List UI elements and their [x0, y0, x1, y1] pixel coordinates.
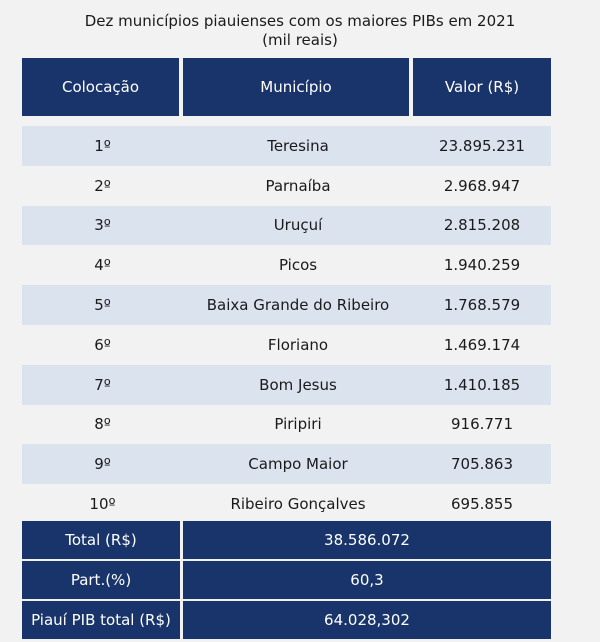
- municipio-cell: Floriano: [267, 335, 329, 354]
- summary-value: 60,3: [183, 561, 551, 599]
- valor-cell: 695.855: [450, 495, 514, 514]
- rank-cell: 2º: [94, 176, 111, 195]
- valor-cell: 705.863: [450, 455, 514, 474]
- table-row: [22, 206, 551, 246]
- table-row: [22, 365, 551, 405]
- header-colocacao: Colocação: [22, 58, 179, 116]
- header-municipio: Município: [183, 58, 409, 116]
- table-row: [22, 126, 551, 166]
- summary-value: 64.028,302: [183, 601, 551, 639]
- valor-cell: 1.768.579: [443, 296, 521, 315]
- municipio-cell: Uruçuí: [273, 216, 323, 235]
- municipio-cell: Bom Jesus: [259, 375, 337, 394]
- summary-row-total: [22, 521, 551, 559]
- rank-cell: 9º: [94, 455, 111, 474]
- table-row: [22, 245, 551, 285]
- title-line-1: Dez municípios piauienses com os maiores PIBs em 2021: [84, 12, 516, 30]
- municipio-cell: Baixa Grande do Ribeiro: [206, 296, 390, 315]
- table-title: [0, 12, 600, 50]
- table-row: [22, 405, 551, 445]
- valor-cell: 1.940.259: [443, 256, 521, 275]
- title-line-2: (mil reais): [262, 31, 338, 49]
- table-body: [22, 126, 551, 524]
- valor-cell: 1.410.185: [443, 375, 521, 394]
- valor-cell: 2.968.947: [443, 176, 521, 195]
- valor-cell: 916.771: [450, 415, 514, 434]
- table-row: [22, 484, 551, 524]
- municipio-cell: Teresina: [267, 136, 329, 155]
- municipio-cell: Parnaíba: [265, 176, 331, 195]
- summary-label: Part.(%): [22, 561, 183, 599]
- table-row: [22, 444, 551, 484]
- header-valor: Valor (R$): [413, 58, 551, 116]
- rank-cell: 5º: [94, 296, 111, 315]
- table-header: [22, 58, 551, 116]
- summary-section: [22, 521, 551, 641]
- table-row: [22, 285, 551, 325]
- summary-row-part: [22, 561, 551, 599]
- rank-cell: 10º: [89, 495, 116, 514]
- summary-value: 38.586.072: [183, 521, 551, 559]
- valor-cell: 1.469.174: [443, 335, 521, 354]
- rank-cell: 8º: [94, 415, 111, 434]
- summary-label: Total (R$): [22, 521, 183, 559]
- table-row: [22, 325, 551, 365]
- rank-cell: 7º: [94, 375, 111, 394]
- valor-cell: 2.815.208: [443, 216, 521, 235]
- municipio-cell: Piripiri: [274, 415, 322, 434]
- municipio-cell: Ribeiro Gonçalves: [230, 495, 366, 514]
- rank-cell: 4º: [94, 256, 111, 275]
- rank-cell: 3º: [94, 216, 111, 235]
- municipio-cell: Picos: [278, 256, 318, 275]
- municipio-cell: Campo Maior: [248, 455, 348, 474]
- summary-label: Piauí PIB total (R$): [22, 601, 183, 639]
- table-row: [22, 166, 551, 206]
- rank-cell: 6º: [94, 335, 111, 354]
- rank-cell: 1º: [94, 136, 111, 155]
- summary-row-pib-total: [22, 601, 551, 639]
- valor-cell: 23.895.231: [439, 136, 525, 155]
